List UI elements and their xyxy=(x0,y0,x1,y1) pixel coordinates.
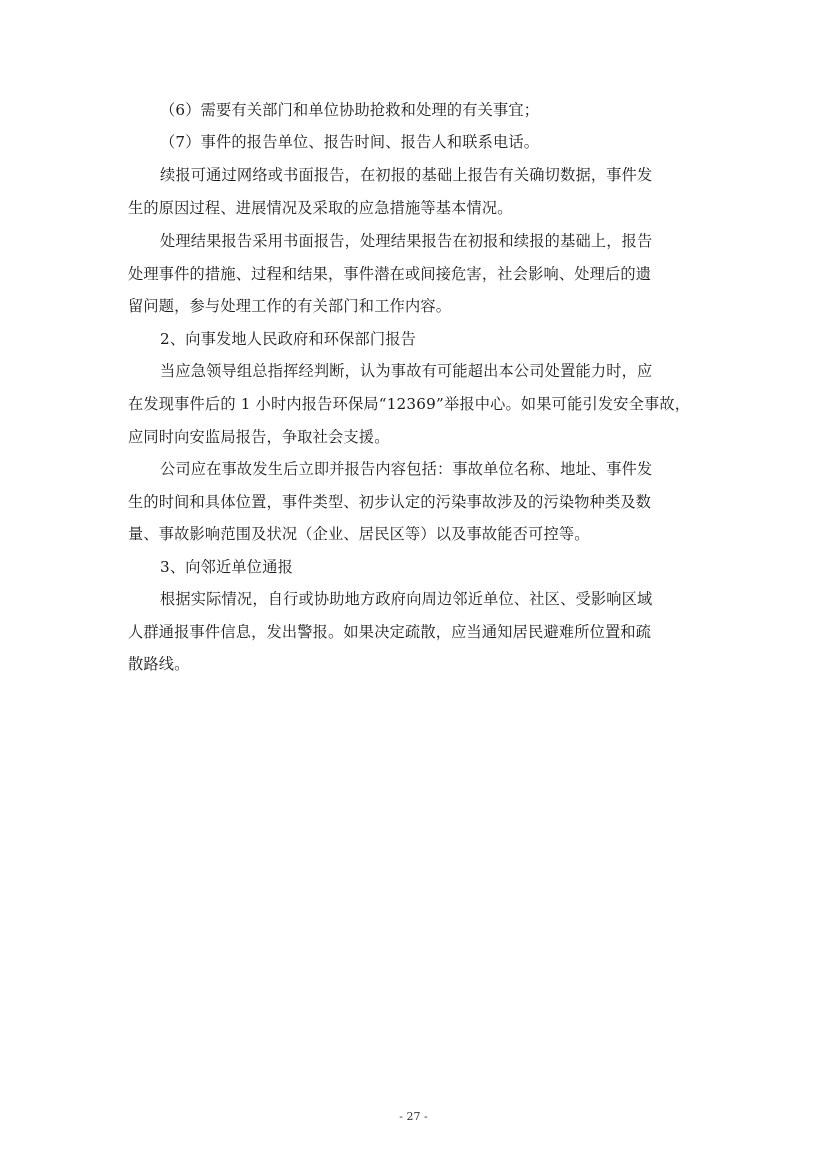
text-line-1: （6）需要有关部门和单位协助抢救和处理的有关事宜； xyxy=(160,101,540,119)
text-line-11: 应同时向安监局报告，争取社会支援。 xyxy=(128,428,390,446)
text-line-16: 根据实际情况，自行或协助地方政府向周边邻近单位、社区、受影响区域 xyxy=(160,590,653,608)
page-number: - 27 - xyxy=(399,1110,428,1123)
text-line-10: 在发现事件后的 1 小时内报告环保局“12369”举报中心。如果可能引发安全事故， xyxy=(128,395,691,413)
text-line-4: 生的原因过程、进展情况及采取的应急措施等基本情况。 xyxy=(128,199,513,217)
text-line-13: 生的时间和具体位置，事件类型、初步认定的污染事故涉及的污染物种类及数 xyxy=(128,493,652,511)
text-line-17: 人群通报事件信息，发出警报。如果决定疏散，应当通知居民避难所位置和疏 xyxy=(128,623,652,641)
text-line-6: 处理事件的措施、过程和结果，事件潜在或间接危害，社会影响、处理后的遗 xyxy=(128,265,652,283)
text-line-14: 量、事故影响范围及状况（企业、居民区等）以及事故能否可控等。 xyxy=(128,525,590,543)
text-line-5: 处理结果报告采用书面报告，处理结果报告在初报和续报的基础上，报告 xyxy=(160,232,653,250)
section-heading-3: 3、向邻近单位通报 xyxy=(160,558,293,576)
text-line-2: （7）事件的报告单位、报告时间、报告人和联系电话。 xyxy=(160,133,540,151)
section-heading-2: 2、向事发地人民政府和环保部门报告 xyxy=(160,330,417,348)
text-line-7: 留问题，参与处理工作的有关部门和工作内容。 xyxy=(128,297,452,315)
text-line-9: 当应急领导组总指挥经判断，认为事故有可能超出本公司处置能力时，应 xyxy=(160,362,653,380)
text-line-12: 公司应在事故发生后立即并报告内容包括：事故单位名称、地址、事件发 xyxy=(160,460,653,478)
text-line-3: 续报可通过网络或书面报告，在初报的基础上报告有关确切数据，事件发 xyxy=(160,166,653,184)
text-line-18: 散路线。 xyxy=(128,655,190,673)
